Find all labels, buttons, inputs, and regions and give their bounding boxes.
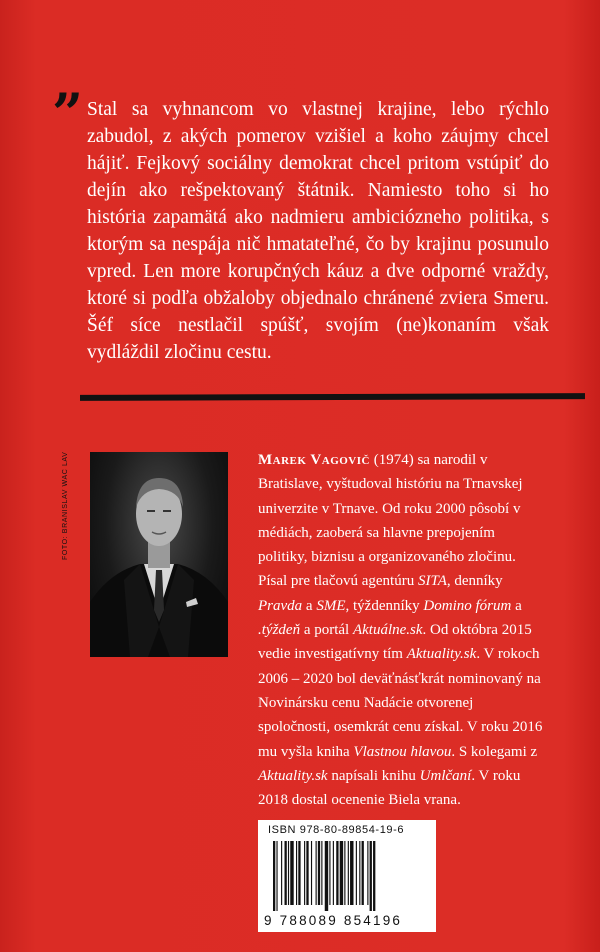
blurb-quote: Stal sa vyhnancom vo vlastnej krajine, lebo rýchlo zabudol, z akých pomerov vzišiel a koho záujmy chcel hájiť. Fejkový sociálny demokrat chcel pritom vstúpiť do dejín ako rešpektovaný štátnik. Namiesto toho si ho história zapamätá ako nadmieru ambiciózneho politika, s ktorým sa nespája nič hmatateľné, čo by krajinu posunulo vpred. Len more korupčných káuz a dve odporné vraždy, ktoré si podľa obžaloby objednalo chránené zviera Smeru. Šéf síce nestlačil spúšť, svojím (ne)konaním však vydláždil zločinu cestu. xyxy=(87,99,549,363)
author-bio: Marek Vagovič (1974) sa narodil v Bratislave, vyštudoval históriu na Trnavskej univerzite v Trnave. Od roku 2000 pôsobí v médiách, zaoberá sa hlavne prepojením politiky, biznisu a organizovaného zločinu. Písal pre tlačovú agentúru SITA, denníky Pravda a SME, týždenníky Domino fórum a .týždeň a portál Aktuálne.sk. Od októbra 2015 vedie investigatívny tím Aktuality.sk. V rokoch 2006 – 2020 bol deväťnásťkrát nominovaný na Novinársku cenu Nadácie otvorenej spoločnosti, osemkrát cenu získal. V roku 2016 mu vyšla kniha Vlastnou hlavou. S kolegami z Aktuality.sk napísali knihu Umlčaní. V roku 2018 dostal ocenenie Biela vrana. xyxy=(258,452,543,809)
barcode-digits: 9 788089 854196 xyxy=(264,913,403,928)
quote-mark-icon: ” xyxy=(52,81,78,145)
divider-rule xyxy=(80,393,585,401)
photo-credit: FOTO: BRANISLAV WAC LAV xyxy=(62,451,69,560)
author-name: Marek Vagovič xyxy=(258,452,370,468)
isbn-barcode xyxy=(258,820,436,932)
barcode-bars xyxy=(273,841,423,911)
author-photo xyxy=(90,452,228,657)
isbn-label: ISBN 978-80-89854-19-6 xyxy=(268,824,405,836)
